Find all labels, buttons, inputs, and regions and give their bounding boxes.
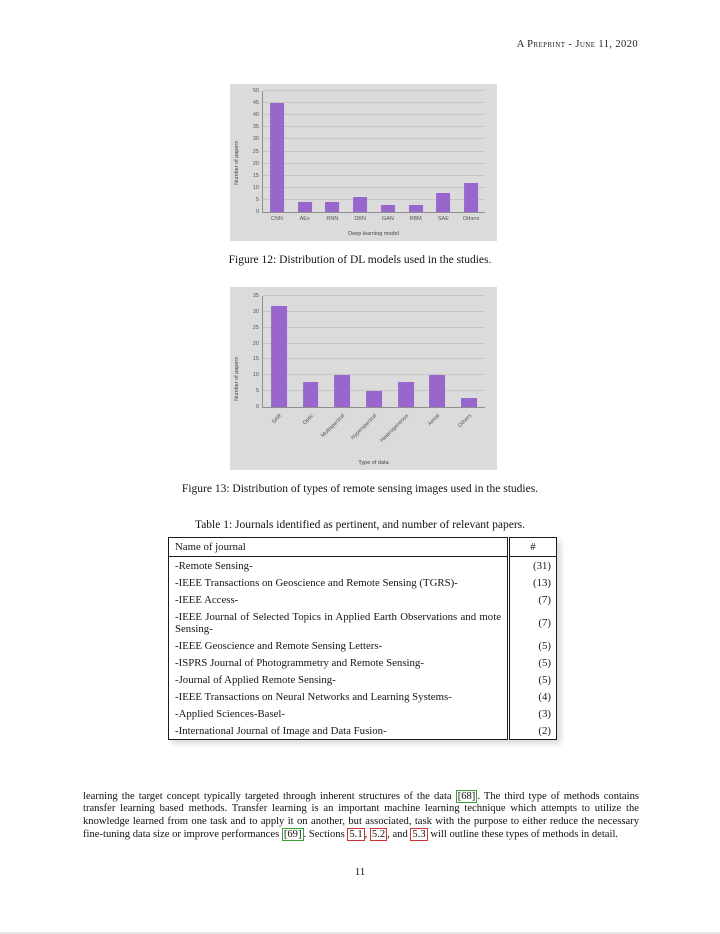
bar-others (461, 398, 477, 408)
paper-count-cell: (7) (509, 608, 557, 637)
paper-count-cell: (5) (509, 654, 557, 671)
x-tick-label: Others (457, 413, 474, 429)
x-tick-label: Optic (301, 413, 315, 427)
journal-name-cell: -Applied Sciences-Basel- (175, 707, 286, 720)
y-tick-label: 10 (252, 184, 259, 191)
paper-count-cell: (5) (509, 671, 557, 688)
gridline (263, 138, 485, 139)
table-row (169, 637, 557, 654)
table-row (169, 608, 557, 637)
bar-heterogeneous (398, 382, 414, 407)
table-row (169, 654, 557, 671)
journal-table-body (169, 557, 557, 740)
paper-count-cell: (7) (509, 591, 557, 608)
body-paragraph (83, 791, 639, 842)
table-row (169, 557, 557, 575)
bar-cnn (270, 103, 284, 212)
bar-optic (303, 382, 319, 407)
figure13-caption: Figure 13: Distribution of types of remote sensing images used in the studies. (181, 483, 539, 495)
body-text: , (364, 828, 370, 840)
y-tick-label: 35 (252, 293, 259, 299)
journal-name-cell: -IEEE Geoscience and Remote Sensing Letters- (175, 639, 383, 652)
bar-rbm (409, 205, 423, 212)
figure13-bar-chart (230, 287, 497, 470)
gridline (263, 102, 485, 103)
y-tick-label: 20 (252, 340, 259, 347)
body-text: will outline these types of methods in detail. (427, 828, 619, 840)
gridline (263, 163, 485, 164)
x-tick-label: Heterogeneous (379, 413, 410, 444)
y-tick-label: 15 (252, 356, 259, 363)
gridline (263, 199, 485, 200)
section-link[interactable]: 5.3 (412, 828, 426, 840)
paper-count-cell: (3) (509, 705, 557, 722)
table-row (169, 591, 557, 608)
citation-link[interactable]: [69] (283, 828, 302, 840)
y-tick-label: 40 (252, 112, 259, 119)
column-header-count: # (509, 538, 557, 557)
gridline (263, 187, 485, 188)
x-tick-label: Hyperspectral (350, 413, 379, 442)
body-text: learning the target concept typically targeted through inherent structures of the data (83, 790, 456, 802)
x-tick-label: SAE (437, 216, 449, 222)
journal-name-cell: -Journal of Applied Remote Sensing- (175, 673, 336, 686)
bar-sae (436, 193, 450, 212)
paper-count-cell: (13) (509, 574, 557, 591)
x-tick-label: Aerial (427, 413, 442, 428)
x-tick-label: RNN (326, 216, 339, 222)
citation-link[interactable]: [68] (457, 790, 476, 802)
page-number: 11 (354, 866, 366, 878)
bar-aerial (430, 375, 446, 407)
y-tick-label: 15 (252, 172, 259, 179)
journal-name-cell: -ISPRS Journal of Photogrammetry and Remote Sensing- (175, 656, 424, 669)
journal-table-header (169, 538, 557, 557)
x-tick-label: GAN (381, 216, 394, 222)
gridline (263, 374, 485, 375)
gridline (263, 126, 485, 127)
figure12-bar-chart (230, 84, 497, 241)
y-tick-label: 0 (255, 404, 259, 410)
column-header-journal: Name of journal (169, 538, 509, 557)
y-tick-label: 50 (252, 88, 259, 94)
gridline (263, 358, 485, 359)
bar-sar (271, 306, 287, 407)
journal-table (168, 537, 557, 740)
x-tick-label: SAR (270, 413, 284, 426)
y-tick-label: 20 (252, 160, 259, 167)
bar-rnn (325, 202, 339, 212)
table1-caption: Table 1: Journals identified as pertinent, and number of relevant papers. (194, 519, 526, 531)
journal-name-cell: -IEEE Transactions on Neural Networks and Learning Systems- (175, 690, 452, 703)
journal-name-cell: -IEEE Journal of Selected Topics in Applied Earth Observations and mote Sensing- (175, 610, 501, 635)
table-row (169, 574, 557, 591)
y-tick-label: 25 (252, 324, 259, 331)
x-tick-label: AEs (299, 216, 310, 222)
figure13-y-axis-label: Number of papers (234, 356, 240, 401)
body-text: , and (387, 828, 411, 840)
x-tick-label: CNN (270, 216, 283, 222)
bar-multispectral (334, 375, 350, 407)
bar-aes (298, 202, 312, 212)
bar-gan (381, 205, 395, 212)
journal-name-cell: -IEEE Transactions on Geoscience and Remote Sensing (TGRS)- (175, 576, 458, 589)
figure12-x-axis-label: Deep learning model (348, 231, 399, 237)
bar-others (464, 183, 478, 212)
bar-dbn (353, 197, 367, 212)
y-tick-label: 25 (252, 148, 259, 155)
y-tick-label: 0 (255, 209, 259, 215)
y-tick-label: 5 (255, 196, 259, 203)
x-tick-label: RBM (409, 216, 422, 222)
gridline (263, 114, 485, 115)
paper-count-cell: (2) (509, 722, 557, 740)
table-row (169, 722, 557, 740)
running-header: A Preprint - June 11, 2020 (516, 39, 638, 50)
figure13-plot-area (252, 293, 485, 444)
x-tick-label: Others (462, 216, 480, 222)
body-text: . Sections (303, 828, 348, 840)
section-link[interactable]: 5.1 (349, 828, 363, 840)
table-row (169, 688, 557, 705)
x-tick-label: DBN (354, 216, 366, 222)
section-link[interactable]: 5.2 (371, 828, 386, 840)
gridline (263, 151, 485, 152)
y-tick-label: 30 (252, 136, 259, 143)
table-row (169, 671, 557, 688)
gridline (263, 327, 485, 328)
gridline (263, 343, 485, 344)
journal-name-cell: -International Journal of Image and Data Fusion- (175, 724, 387, 737)
y-tick-label: 35 (252, 124, 259, 131)
y-tick-label: 10 (252, 372, 259, 379)
gridline (263, 90, 485, 91)
y-tick-label: 45 (252, 100, 259, 107)
x-tick-label: Multispectral (320, 413, 347, 440)
journal-name-cell: -IEEE Access- (175, 593, 239, 606)
gridline (263, 311, 485, 312)
bar-hyperspectral (366, 391, 382, 407)
gridline (263, 175, 485, 176)
y-tick-label: 5 (255, 388, 259, 395)
figure12-plot-area (252, 88, 485, 222)
paper-count-cell: (31) (509, 557, 557, 575)
figure12-y-axis-label: Number of papers (234, 140, 240, 185)
figure12-caption: Figure 12: Distribution of DL models used in the studies. (228, 254, 492, 266)
paper-count-cell: (4) (509, 688, 557, 705)
table-row (169, 705, 557, 722)
paper-count-cell: (5) (509, 637, 557, 654)
figure13-x-axis-label: Type of data (358, 460, 389, 466)
gridline (263, 295, 485, 296)
body-text: . The third type of methods contains transfer learning based methods. Transfer learning is an important machine learning technique which attempts to utilize the knowledge learned from one task and to apply it on another, but associated, task with the purpose to either reduce the necessary fine-tuning data size or improve performances (83, 790, 639, 840)
journal-name-cell: -Remote Sensing- (175, 559, 253, 572)
y-tick-label: 30 (252, 308, 259, 315)
